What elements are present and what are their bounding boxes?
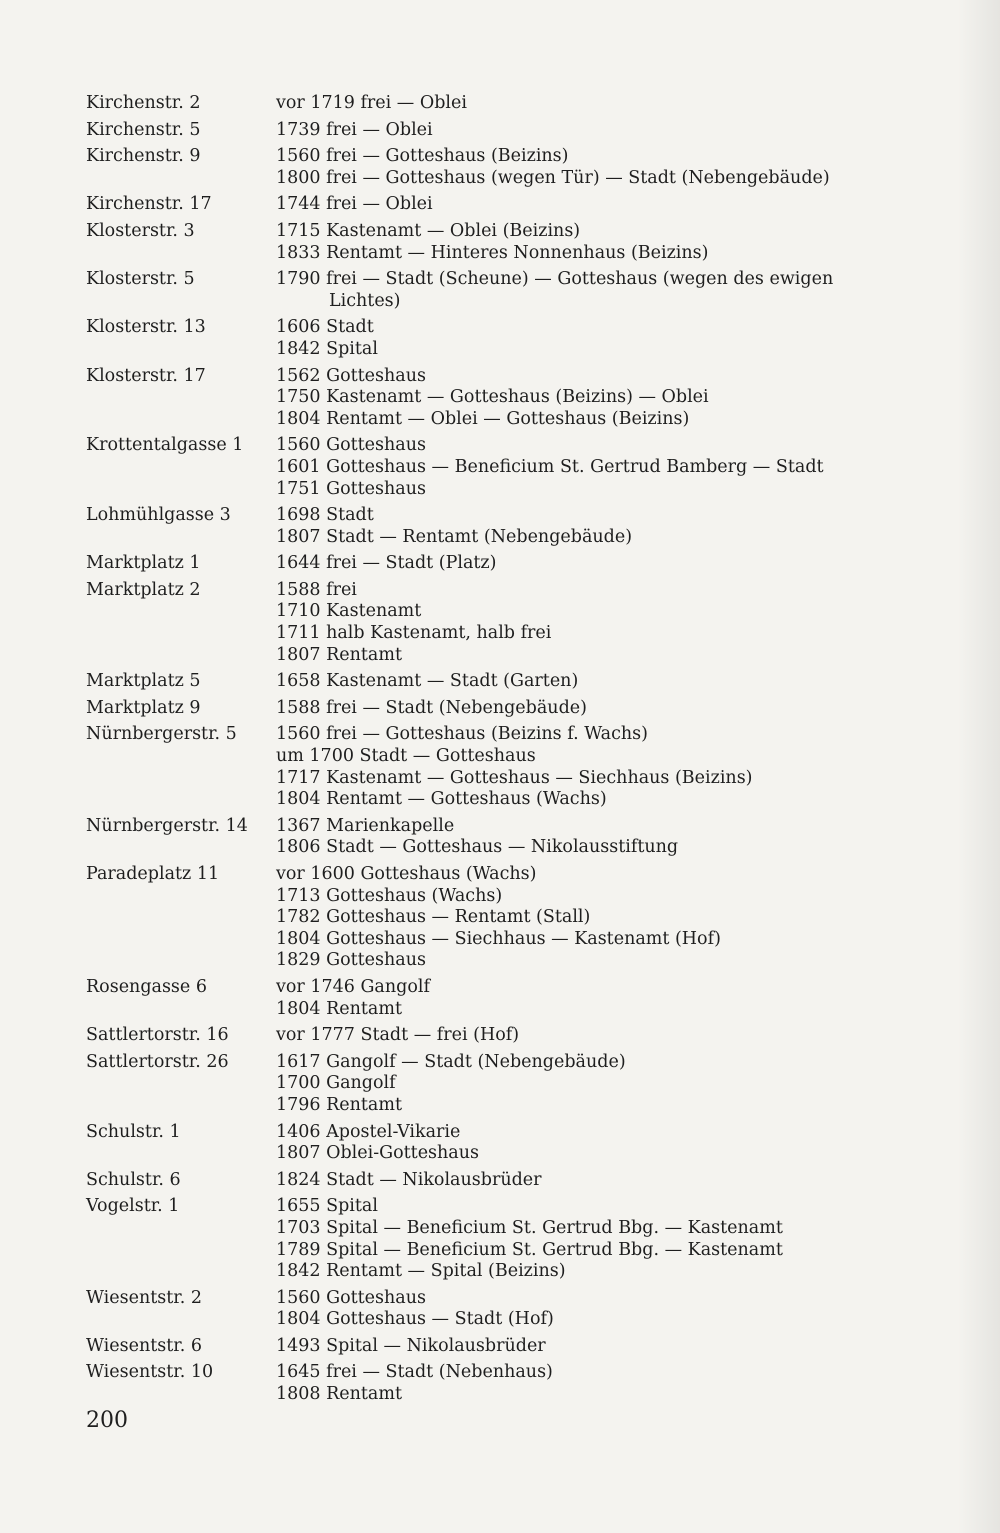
register-entry: [86, 1052, 916, 1117]
register-entry: [86, 1122, 916, 1165]
ownership-line: vor 1600 Gotteshaus (Wachs): [276, 864, 537, 884]
register-entry: [86, 816, 916, 859]
register-entry: [86, 698, 916, 720]
ownership-line: 1560 Gotteshaus: [276, 435, 426, 456]
register-entry: [86, 1170, 916, 1192]
ownership-line: 1560 Gotteshaus: [276, 1287, 426, 1308]
ownership-history: [276, 221, 916, 264]
ownership-line: 1806 Stadt — Gotteshaus — Nikolausstiftung: [276, 837, 679, 858]
ownership-line: 1588 frei — Stadt (Nebengebäude): [276, 697, 587, 718]
street-address: Marktplatz 1: [86, 553, 201, 574]
ownership-line: 1833 Rentamt — Hinteres Nonnenhaus (Beizins): [276, 242, 709, 263]
ownership-history: [276, 698, 916, 720]
street-address: Wiesentstr. 6: [86, 1335, 202, 1356]
street-address: Sattlertorstr. 26: [86, 1051, 229, 1072]
street-address: Klosterstr. 5: [86, 269, 195, 290]
ownership-line: 1842 Rentamt — Spital (Beizins): [276, 1261, 566, 1282]
ownership-line: 1804 Rentamt: [276, 998, 402, 1019]
register-entry: [86, 553, 916, 575]
ownership-line: 1698 Stadt: [276, 505, 374, 526]
register-entry: [86, 671, 916, 693]
ownership-history: [276, 366, 916, 431]
ownership-history: [276, 671, 916, 693]
ownership-history: [276, 724, 916, 810]
register-entry: [86, 724, 916, 810]
property-register-list: [86, 93, 916, 1411]
ownership-line: 1703 Spital — Beneficium St. Gertrud Bbg. — Kastenamt: [276, 1217, 783, 1238]
ownership-history: [276, 146, 916, 189]
ownership-history: [276, 269, 916, 312]
ownership-line: 1789 Spital — Beneficium St. Gertrud Bbg. — Kastenamt: [276, 1239, 783, 1260]
ownership-line: vor 1777 Stadt — frei (Hof): [276, 1025, 520, 1046]
street-address: Klosterstr. 3: [86, 220, 195, 241]
ownership-line: 1711 halb Kastenamt, halb frei: [276, 623, 552, 644]
ownership-history: [276, 816, 916, 859]
ownership-line: 1807 Oblei-Gotteshaus: [276, 1143, 479, 1164]
ownership-line: 1790 frei — Stadt (Scheune) — Gotteshaus (wegen des ewigen: [276, 269, 834, 290]
ownership-history: [276, 93, 916, 115]
ownership-history: [276, 505, 916, 548]
ownership-history: [276, 580, 916, 666]
street-address: Klosterstr. 17: [86, 365, 206, 386]
register-entry: [86, 120, 916, 142]
ownership-line: 1829 Gotteshaus: [276, 950, 426, 971]
ownership-history: [276, 1196, 916, 1282]
ownership-line: vor 1746 Gangolf: [276, 976, 430, 997]
ownership-history: [276, 1362, 916, 1405]
ownership-line: 1717 Kastenamt — Gotteshaus — Siechhaus (Beizins): [276, 767, 753, 788]
register-entry: [86, 1025, 916, 1047]
ownership-line: 1406 Apostel-Vikarie: [276, 1121, 461, 1142]
register-entry: [86, 1362, 916, 1405]
ownership-line: 1782 Gotteshaus — Rentamt (Stall): [276, 907, 591, 928]
ownership-history: [276, 1170, 916, 1192]
ownership-history: [276, 1052, 916, 1117]
street-address: Nürnbergerstr. 5: [86, 724, 237, 745]
ownership-line: Lichtes): [329, 290, 401, 311]
register-entry: [86, 977, 916, 1020]
register-entry: [86, 317, 916, 360]
ownership-history: [276, 1336, 916, 1358]
ownership-line: 1842 Spital: [276, 338, 378, 359]
register-entry: [86, 1196, 916, 1282]
register-entry: [86, 366, 916, 431]
ownership-line: 1606 Stadt: [276, 317, 374, 338]
ownership-line: 1655 Spital: [276, 1196, 378, 1217]
ownership-line: 1715 Kastenamt — Oblei (Beizins): [276, 220, 581, 241]
ownership-history: [276, 1122, 916, 1165]
ownership-line: 1804 Gotteshaus — Siechhaus — Kastenamt (Hof): [276, 928, 721, 949]
ownership-line: 1751 Gotteshaus: [276, 478, 426, 499]
ownership-line: 1824 Stadt — Nikolausbrüder: [276, 1169, 542, 1190]
register-entry: [86, 864, 916, 972]
register-entry: [86, 505, 916, 548]
street-address: Kirchenstr. 2: [86, 93, 201, 113]
register-entry: [86, 1288, 916, 1331]
ownership-line: vor 1719 frei — Oblei: [276, 93, 467, 113]
ownership-history: [276, 1025, 916, 1047]
ownership-line: 1493 Spital — Nikolausbrüder: [276, 1335, 546, 1356]
street-address: Klosterstr. 13: [86, 317, 206, 338]
ownership-line: 1713 Gotteshaus (Wachs): [276, 885, 503, 906]
ownership-line: 1739 frei — Oblei: [276, 119, 433, 140]
street-address: Kirchenstr. 9: [86, 146, 201, 167]
ownership-line: 1804 Rentamt — Gotteshaus (Wachs): [276, 789, 607, 810]
street-address: Marktplatz 5: [86, 671, 201, 692]
ownership-line: 1800 frei — Gotteshaus (wegen Tür) — Stadt (Nebengebäude): [276, 167, 830, 188]
ownership-history: [276, 553, 916, 575]
ownership-line: 1744 frei — Oblei: [276, 194, 433, 215]
ownership-line: 1645 frei — Stadt (Nebenhaus): [276, 1362, 553, 1383]
ownership-history: [276, 864, 916, 972]
ownership-history: [276, 1288, 916, 1331]
ownership-line: um 1700 Stadt — Gotteshaus: [276, 746, 536, 767]
ownership-history: [276, 435, 916, 500]
ownership-line: 1560 frei — Gotteshaus (Beizins): [276, 146, 569, 167]
ownership-line: 1617 Gangolf — Stadt (Nebengebäude): [276, 1051, 626, 1072]
street-address: Paradeplatz 11: [86, 864, 220, 884]
ownership-line: 1804 Rentamt — Oblei — Gotteshaus (Beizins): [276, 408, 690, 429]
register-entry: [86, 93, 916, 115]
street-address: Wiesentstr. 2: [86, 1287, 202, 1308]
page-number: 200: [86, 1408, 128, 1433]
street-address: Schulstr. 1: [86, 1121, 181, 1142]
ownership-line: 1796 Rentamt: [276, 1094, 402, 1115]
register-entry: [86, 221, 916, 264]
register-entry: [86, 1336, 916, 1358]
street-address: Rosengasse 6: [86, 976, 207, 997]
ownership-line: 1560 frei — Gotteshaus (Beizins f. Wachs): [276, 724, 648, 745]
ownership-line: 1750 Kastenamt — Gotteshaus (Beizins) — Oblei: [276, 387, 709, 408]
street-address: Nürnbergerstr. 14: [86, 815, 248, 836]
ownership-line: 1710 Kastenamt: [276, 601, 422, 622]
register-entry: [86, 435, 916, 500]
ownership-line: 1808 Rentamt: [276, 1384, 402, 1405]
ownership-line: 1367 Marienkapelle: [276, 815, 455, 836]
ownership-line: 1807 Stadt — Rentamt (Nebengebäude): [276, 526, 633, 547]
street-address: Kirchenstr. 17: [86, 194, 212, 215]
register-entry: [86, 269, 916, 312]
ownership-line: 1588 frei: [276, 579, 357, 600]
street-address: Kirchenstr. 5: [86, 119, 201, 140]
ownership-history: [276, 194, 916, 216]
ownership-line: 1804 Gotteshaus — Stadt (Hof): [276, 1309, 554, 1330]
register-entry: [86, 194, 916, 216]
street-address: Lohmühlgasse 3: [86, 505, 231, 526]
street-address: Vogelstr. 1: [86, 1196, 180, 1217]
street-address: Marktplatz 2: [86, 579, 201, 600]
ownership-line: 1601 Gotteshaus — Beneficium St. Gertrud Bamberg — Stadt: [276, 456, 824, 477]
ownership-line: 1700 Gangolf: [276, 1073, 396, 1094]
street-address: Wiesentstr. 10: [86, 1362, 214, 1383]
ownership-line: 1562 Gotteshaus: [276, 365, 426, 386]
register-entry: [86, 580, 916, 666]
street-address: Sattlertorstr. 16: [86, 1025, 229, 1046]
street-address: Marktplatz 9: [86, 697, 201, 718]
street-address: Krottentalgasse 1: [86, 435, 244, 456]
ownership-history: [276, 977, 916, 1020]
street-address: Schulstr. 6: [86, 1169, 181, 1190]
ownership-line: 1658 Kastenamt — Stadt (Garten): [276, 671, 579, 692]
page-edge-shadow: [958, 0, 1000, 1533]
ownership-line: 1644 frei — Stadt (Platz): [276, 553, 497, 574]
register-entry: [86, 146, 916, 189]
ownership-line: 1807 Rentamt: [276, 644, 402, 665]
ownership-history: [276, 317, 916, 360]
ownership-history: [276, 120, 916, 142]
